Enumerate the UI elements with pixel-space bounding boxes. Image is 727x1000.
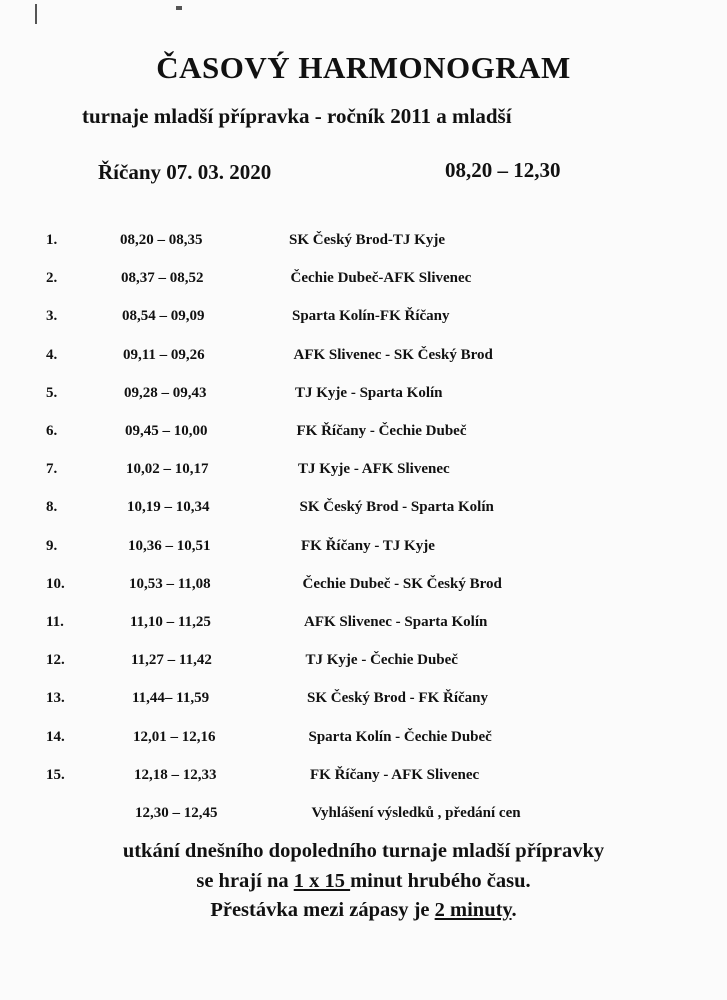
schedule-row — [0, 308, 727, 332]
footer-line-2-post: minut hrubého času. — [350, 870, 531, 892]
document-subtitle: turnaje mladší přípravka - ročník 2011 a mladší — [82, 104, 512, 128]
schedule-row — [0, 423, 727, 447]
footer-line-1: utkání dnešního dopoledního turnaje mladší přípravky — [122, 840, 605, 862]
footer-line-3-pre: Přestávka mezi zápasy je — [210, 899, 435, 921]
row-match: FK Říčany - AFK Slivenec — [310, 766, 480, 783]
row-number: 5. — [46, 384, 58, 401]
break-duration: 2 minuty — [434, 899, 512, 921]
row-match: TJ Kyje - Sparta Kolín — [295, 384, 443, 401]
footer-line-3 — [0, 899, 727, 922]
row-match: SK Český Brod - Sparta Kolín — [299, 499, 494, 516]
row-number: 7. — [46, 461, 58, 478]
row-time: 08,37 – 08,52 — [121, 270, 204, 287]
row-time: 12,01 – 12,16 — [133, 728, 216, 745]
row-number: 4. — [46, 346, 58, 363]
footer-line-2-pre: se hrají na — [196, 870, 294, 892]
schedule-row — [0, 270, 727, 294]
row-match: AFK Slivenec - SK Český Brod — [293, 346, 493, 363]
document-title: ČASOVÝ HARMONOGRAM — [156, 50, 571, 85]
schedule-row — [0, 652, 727, 676]
row-time: 10,53 – 11,08 — [129, 575, 211, 592]
row-number: 3. — [46, 308, 58, 325]
row-match: TJ Kyje - Čechie Dubeč — [305, 652, 458, 669]
row-match: SK Český Brod-TJ Kyje — [289, 232, 445, 248]
row-number: 14. — [46, 728, 65, 745]
schedule-row — [0, 767, 727, 791]
row-time: 11,44– 11,59 — [132, 690, 210, 707]
row-match: SK Český Brod - FK Říčany — [307, 690, 488, 707]
row-match: Sparta Kolín - Čechie Dubeč — [308, 728, 492, 745]
schedule-row-ceremony — [0, 805, 727, 829]
footer-line-3-post: . — [511, 899, 517, 921]
row-time: 08,54 – 09,09 — [122, 308, 205, 325]
row-number: 1. — [46, 232, 58, 248]
schedule-row — [0, 461, 727, 485]
row-time: 11,10 – 11,25 — [130, 614, 211, 630]
row-time: 12,30 – 12,45 — [135, 805, 218, 821]
row-match: Sparta Kolín-FK Říčany — [292, 308, 450, 325]
schedule-row — [0, 576, 727, 600]
row-time: 10,19 – 10,34 — [127, 499, 210, 516]
schedule-row — [0, 385, 727, 409]
schedule-row — [0, 690, 727, 714]
row-match: TJ Kyje - AFK Slivenec — [298, 461, 450, 478]
schedule-row — [0, 232, 727, 256]
row-match: FK Říčany - Čechie Dubeč — [296, 423, 467, 439]
row-number: 8. — [46, 499, 58, 516]
row-match: Čechie Dubeč - SK Český Brod — [302, 575, 502, 592]
row-match: AFK Slivenec - Sparta Kolín — [304, 614, 488, 630]
row-number: 6. — [46, 423, 58, 439]
row-number: 2. — [46, 270, 58, 287]
schedule-row — [0, 614, 727, 638]
footer-line-2 — [0, 870, 727, 893]
row-time: 11,27 – 11,42 — [131, 652, 212, 669]
row-match: Vyhlášení výsledků , předání cen — [311, 805, 521, 821]
place-and-date: Říčany 07. 03. 2020 — [98, 160, 272, 184]
scan-mark — [176, 6, 182, 10]
row-time: 09,28 – 09,43 — [124, 384, 207, 401]
row-number: 10. — [46, 575, 65, 592]
row-match: Čechie Dubeč-AFK Slivenec — [290, 270, 472, 287]
row-number: 12. — [46, 652, 65, 669]
row-time: 10,02 – 10,17 — [126, 461, 209, 478]
row-number: 15. — [46, 766, 65, 783]
row-number: 11. — [46, 614, 64, 630]
row-match: FK Říčany - TJ Kyje — [301, 537, 435, 554]
schedule-row — [0, 499, 727, 523]
row-time: 08,20 – 08,35 — [120, 232, 203, 248]
row-time: 09,11 – 09,26 — [123, 346, 205, 363]
scan-mark — [35, 4, 37, 24]
match-duration: 1 x 15 — [293, 870, 351, 892]
schedule-row — [0, 538, 727, 562]
row-number: 13. — [46, 690, 65, 707]
schedule-row — [0, 347, 727, 371]
row-time: 09,45 – 10,00 — [125, 423, 208, 439]
tournament-time-range: 08,20 – 12,30 — [445, 158, 561, 182]
row-time: 10,36 – 10,51 — [128, 537, 211, 554]
schedule-row — [0, 729, 727, 753]
row-time: 12,18 – 12,33 — [134, 766, 217, 783]
row-number: 9. — [46, 537, 58, 554]
